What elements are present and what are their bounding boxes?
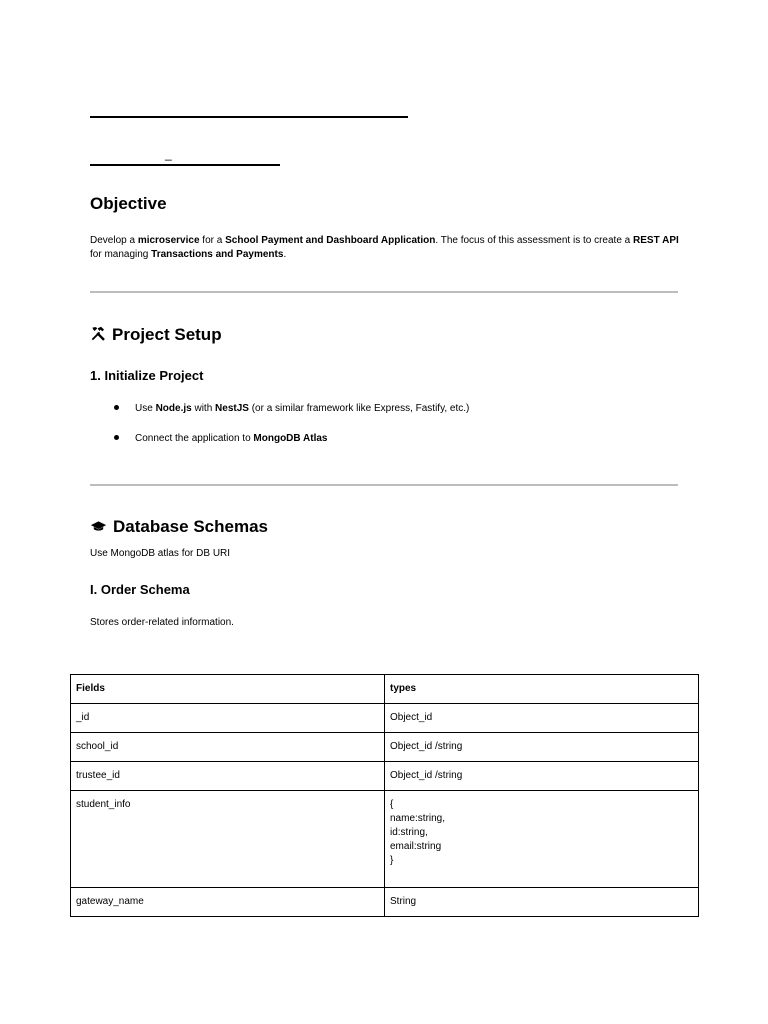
- bullet-icon: [114, 435, 119, 440]
- section-divider: [90, 291, 678, 293]
- top-rule: [90, 116, 408, 118]
- initialize-project-heading: 1. Initialize Project: [90, 368, 204, 383]
- database-schemas-heading: [90, 517, 268, 537]
- type-cell: [385, 888, 699, 917]
- table-header-cell: Fields: [71, 675, 385, 704]
- text-bold: microservice: [137, 235, 200, 246]
- top-mark: _: [165, 147, 172, 161]
- type-line: id:string,: [390, 827, 428, 838]
- text-run: for a: [199, 235, 226, 246]
- table-header-row: [71, 675, 699, 704]
- objective-line-1: [90, 234, 679, 248]
- section-divider: [90, 484, 678, 486]
- graduation-cap-icon: [90, 520, 107, 532]
- bullet-icon: [114, 405, 119, 410]
- project-setup-heading: [90, 325, 222, 345]
- type-cell: [385, 733, 699, 762]
- text-run: Use: [135, 403, 156, 414]
- text-bold: School Payment and Dashboard Application: [225, 235, 436, 246]
- order-schema-table: [70, 674, 699, 917]
- field-cell: student_info: [71, 791, 385, 888]
- text-run: with: [191, 403, 216, 414]
- text-run: .: [283, 249, 287, 260]
- type-line: email:string: [390, 841, 442, 852]
- type-cell: [385, 762, 699, 791]
- bullet-item: [114, 432, 328, 446]
- text-bold: NestJS: [215, 403, 249, 414]
- hammer-wrench-icon: [90, 325, 107, 342]
- objective-heading: Objective: [90, 194, 167, 213]
- field-cell: gateway_name: [71, 888, 385, 917]
- order-schema-description: Stores order-related information.: [90, 617, 234, 628]
- bullet-item: [114, 402, 469, 416]
- text-run: for managing: [90, 249, 152, 260]
- type-line: Object_id /string: [390, 770, 463, 781]
- field-cell: trustee_id: [71, 762, 385, 791]
- table-row: [71, 791, 699, 888]
- db-uri-note: Use MongoDB atlas for DB URI: [90, 548, 231, 559]
- table-header-cell: types: [385, 675, 699, 704]
- type-line: String: [390, 896, 417, 907]
- project-setup-title: Project Setup: [112, 325, 222, 344]
- top-rule-short: [90, 164, 280, 166]
- type-cell: [385, 791, 699, 888]
- objective-line-2: [90, 248, 286, 262]
- field-cell: _id: [71, 704, 385, 733]
- text-bold: Transactions and Payments: [151, 249, 284, 260]
- type-cell: [385, 704, 699, 733]
- type-line: Object_id: [390, 712, 433, 723]
- table-row: [71, 762, 699, 791]
- text-bold: REST API: [633, 235, 679, 246]
- table-row: [71, 704, 699, 733]
- text-run: . The focus of this assessment is to create a: [435, 235, 634, 246]
- type-line: {: [390, 799, 394, 810]
- table-row: [71, 888, 699, 917]
- text-run: Connect the application to: [135, 433, 254, 444]
- text-bold: MongoDB Atlas: [253, 433, 328, 444]
- text-bold: Node.js: [155, 403, 192, 414]
- type-line: Object_id /string: [390, 741, 463, 752]
- field-cell: school_id: [71, 733, 385, 762]
- type-line: }: [390, 855, 394, 866]
- table-row: [71, 733, 699, 762]
- database-schemas-title: Database Schemas: [113, 517, 268, 536]
- type-line: name:string,: [390, 813, 446, 824]
- text-run: (or a similar framework like Express, Fastify, etc.): [248, 403, 470, 414]
- text-run: Develop a: [90, 235, 138, 246]
- order-schema-heading: I. Order Schema: [90, 582, 190, 597]
